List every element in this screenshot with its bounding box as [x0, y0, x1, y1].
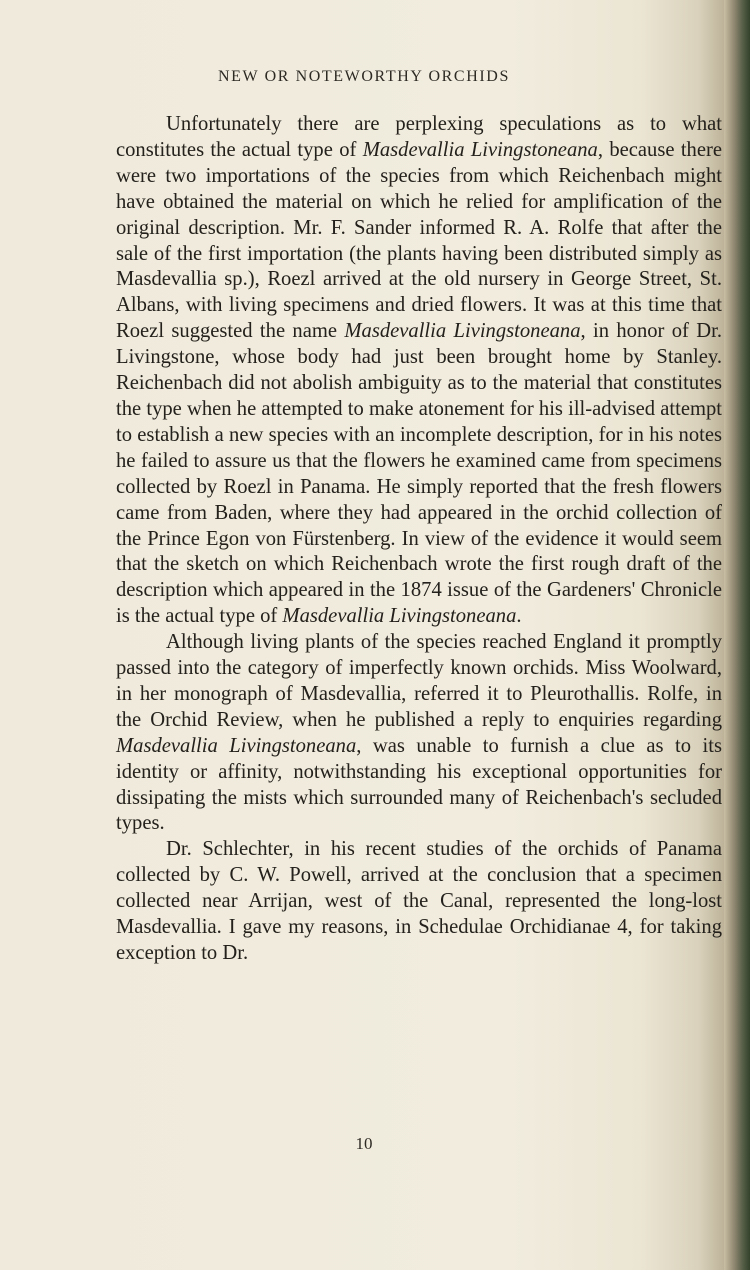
paragraph	[116, 112, 722, 630]
italic-species-name: Masdevallia Livingstoneana	[344, 320, 581, 343]
text-run: , was unable to furnish a clue as to its identity or affinity, notwithstanding his exceptional opportunities for dissipating the mists which surrounded many of Reichenbach's secluded types.	[116, 734, 722, 835]
italic-species-name: Masdevallia Livingstoneana	[116, 734, 357, 757]
paragraph	[116, 837, 722, 967]
text-run: Unfortunately there are perplexing speculations as to what constitutes the actual type of	[116, 113, 722, 161]
text-run: Although living plants of the species reached England it promptly passed into the category of imperfectly known orchids. Miss Woolward, in her monograph of Masdevallia, referred it to Pleurothallis. Rolfe, in the Orchid Review, when he published a reply to enquiries regarding	[116, 631, 722, 731]
text-run: .	[516, 605, 522, 628]
italic-species-name: Masdevallia Livingstoneana	[362, 138, 598, 161]
text-run: , in honor of Dr. Livingstone, whose body had just been brought home by Stanley. Reichenbach did not abolish ambiguity as to the material that constitutes the type when he attempted to make atonement for his ill-advised attempt to establish a new species with an incomplete description, for in his notes he failed to assure us that the flowers he examined came from specimens collected by Roezl in Panama. He simply reported that the fresh flowers came from Baden, where they had appeared in the orchid collection of the Prince Egon von Fürstenberg. In view of the evidence it would seem that the sketch on which Reichenbach wrote the first rough draft of the description which appeared in the 1874 issue of the Gardeners' Chronicle is the actual type of	[116, 320, 722, 628]
page-edge-shadow	[724, 0, 750, 1270]
body-text	[116, 112, 722, 967]
text-run: , because there were two importations of the species from which Reichenbach might have obtained the material on which he relied for amplification of the original description. Mr. F. Sander informed R. A. Rolfe that after the sale of the first importation (the plants having been distributed simply as Masdevallia sp.), Roezl arrived at the old nursery in George Street, St. Albans, with living specimens and dried flowers. It was at this time that Roezl suggested the name	[116, 138, 722, 343]
running-header: NEW OR NOTEWORTHY ORCHIDS	[218, 68, 510, 85]
paragraph	[116, 630, 722, 837]
page-number: 10	[355, 1134, 373, 1153]
text-run: Dr. Schlechter, in his recent studies of the orchids of Panama collected by C. W. Powell, arrived at the conclusion that a specimen collected near Arrijan, west of the Canal, represented the long-lost Masdevallia. I gave my reasons, in Schedulae Orchidianae 4, for taking exception to Dr.	[116, 838, 722, 964]
italic-species-name: Masdevallia Livingstoneana	[282, 605, 517, 628]
